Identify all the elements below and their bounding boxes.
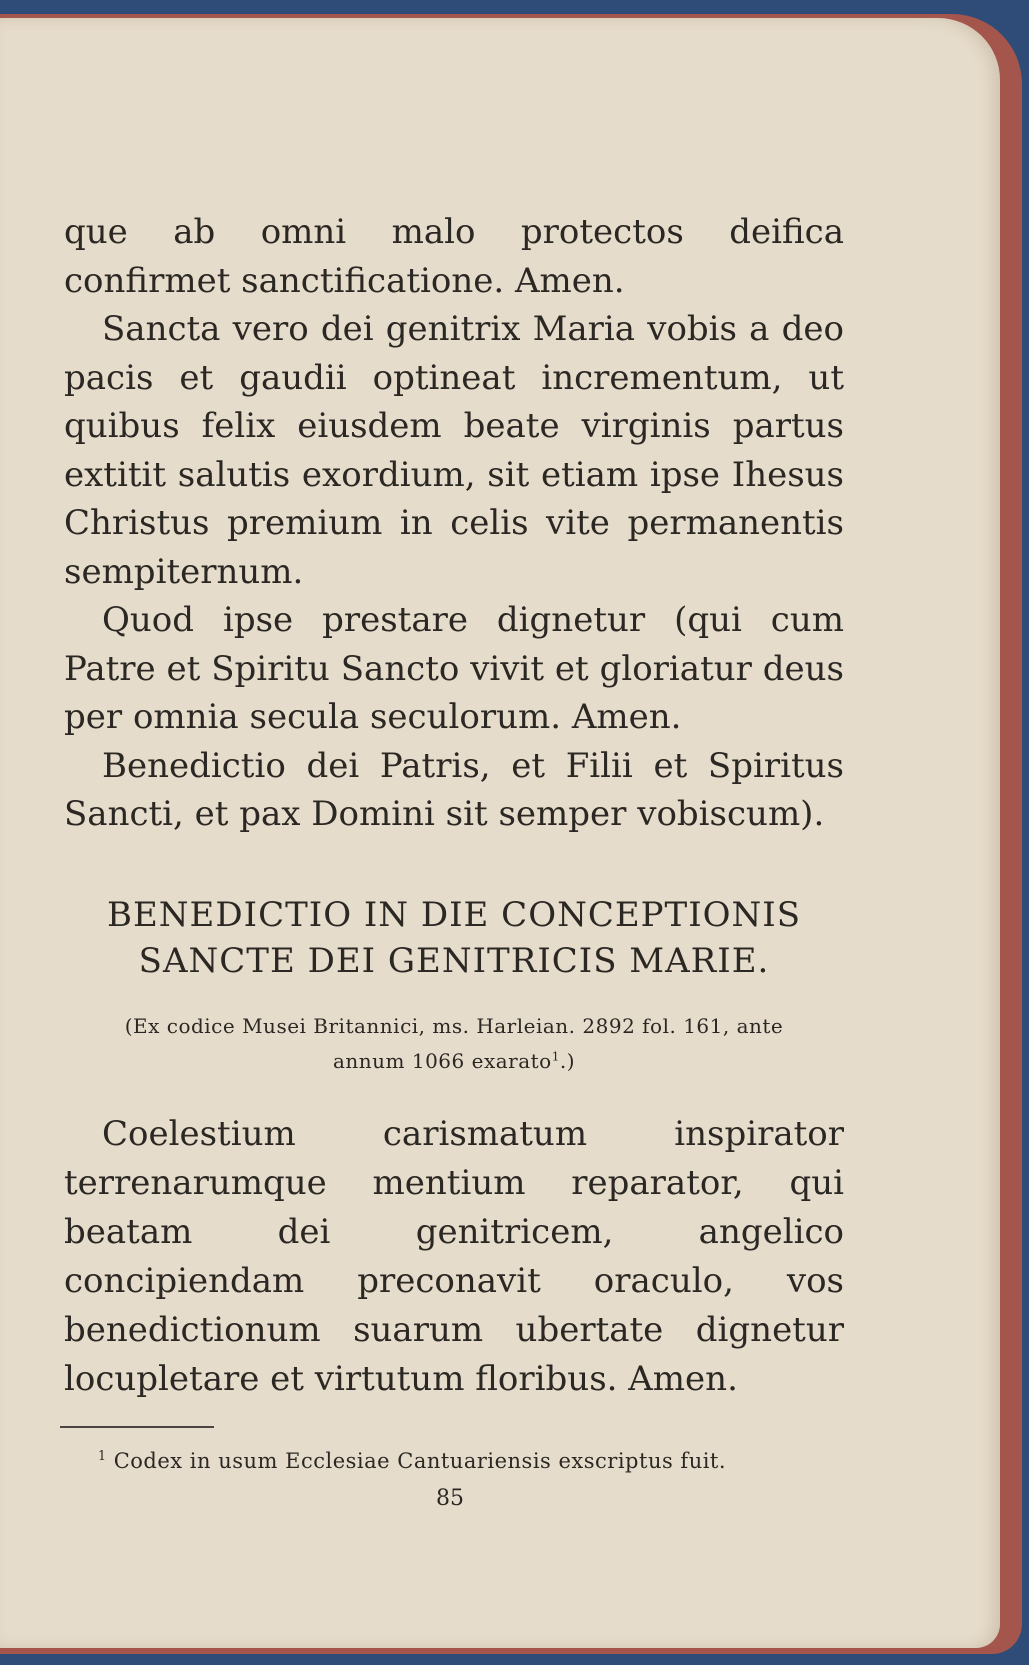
body-text-bottom	[64, 1110, 844, 1404]
paragraph-2: Sancta vero dei genitrix Maria vobis a deo pacis et gaudii optineat incrementum, ut quibus felix eiusdem beate virginis partus extitit salutis exordium, sit etiam ipse Ihesus Christus premium in celis vite permanentis sempiternum.	[64, 309, 844, 592]
body-text-top	[64, 208, 844, 839]
source-line-2	[64, 1044, 844, 1079]
footnote-marker: 1	[98, 1448, 107, 1463]
section-heading	[64, 892, 844, 984]
source-citation	[64, 1009, 844, 1079]
paragraph-3: Quod ipse prestare dignetur (qui cum Patre et Spiritu Sancto vivit et gloriatur deus per omnia secula seculorum. Amen.	[64, 600, 844, 737]
source-line-1: (Ex codice Musei Britannici, ms. Harleian. 2892 fol. 161, ante	[124, 1014, 784, 1038]
footnote-text: Codex in usum Ecclesiae Cantuariensis exscriptus fuit.	[113, 1449, 727, 1473]
footnote-ref: 1	[551, 1049, 560, 1064]
book-page	[0, 18, 1000, 1648]
source-line-2-text: annum 1066 exarato	[332, 1049, 552, 1073]
paragraph-5: Coelestium carismatum inspirator terrenarumque mentium reparator, qui beatam dei genitricem, angelico concipiendam preconavit oraculo, vos benedictionum suarum ubertate dignetur locupletare et virtutum floribus. Amen.	[64, 1114, 844, 1399]
footnote	[98, 1446, 843, 1476]
paragraph-1: que ab omni malo protectos deifica confirmet sanctificatione. Amen.	[64, 212, 844, 301]
page-number: 85	[436, 1486, 464, 1511]
heading-line-2: SANCTE DEI GENITRICIS MARIE.	[138, 941, 770, 981]
source-close: .)	[559, 1049, 576, 1073]
paragraph-4: Benedictio dei Patris, et Filii et Spiritus Sancti, et pax Domini sit semper vobiscum).	[64, 745, 844, 834]
heading-line-1: BENEDICTIO IN DIE CONCEPTIONIS	[107, 895, 801, 935]
footnote-divider	[60, 1426, 214, 1428]
